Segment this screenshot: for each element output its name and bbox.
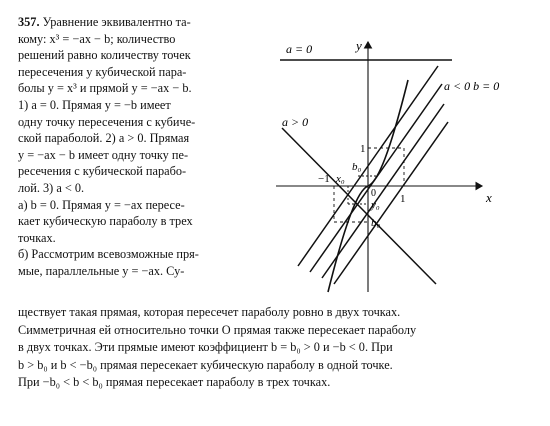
text-line-19: в двух точках. Эти прямые имеют коэффициент b = b₀ > 0 и −b < 0. При — [18, 340, 393, 355]
problem-number: 357. — [18, 15, 40, 29]
label-b0-top: b₀ — [352, 161, 362, 173]
label-y0: y₀ — [371, 199, 380, 211]
text-line-11: лой. 3) a < 0. — [18, 180, 85, 195]
axis-x-label: x — [486, 190, 492, 205]
axis-y-label: y — [356, 38, 362, 53]
text-line-10: ресечения с кубической парабо- — [18, 164, 187, 179]
label-x0: x₀ — [336, 173, 345, 185]
text-line-6: 1) a = 0. Прямая y = −b имеет — [18, 97, 171, 112]
text-line-20: b > b₀ и b < −b₀ прямая пересекает кубическую параболу в одной точке. — [18, 357, 393, 372]
tick-label-1-x: 1 — [400, 193, 406, 205]
text-line-21: При −b₀ < b < b₀ прямая пересекает параболу в трех точках. — [18, 375, 331, 390]
text-line-3: решений равно количеству точек — [18, 48, 191, 63]
tick-label-neg1: −1 — [318, 173, 330, 185]
text-line-5: болы y = x³ и прямой y = −ax − b. — [18, 81, 192, 96]
text-full-width — [18, 304, 540, 392]
label-origin: 0 — [371, 188, 376, 199]
text-line-15: б) Рассмотрим всевозможные пря- — [18, 247, 199, 262]
text-line-17: ществует такая прямая, которая пересечет параболу ровно в двух точках. — [18, 305, 401, 319]
text-line-1: 357. Уравнение эквивалентно та- — [18, 15, 191, 29]
figure — [276, 30, 540, 300]
tick-label-1-y: 1 — [360, 143, 366, 155]
text-line-4: пересечения у кубической пара- — [18, 64, 187, 79]
text-line-13: кает кубическую параболу в трех — [18, 214, 193, 229]
label-b0-bottom: b₀ — [371, 217, 381, 229]
label-a-negative: a < 0 b = 0 — [444, 79, 500, 93]
graph-svg — [276, 30, 540, 300]
line-a-negative-3 — [322, 104, 444, 278]
text-line-2: кому: x³ = −ax − b; количество — [18, 31, 176, 46]
line-a-negative-4 — [334, 122, 448, 284]
text-line-14: точках. — [18, 230, 56, 245]
text-line-18: Симметричная ей относительно точки O прямая также пересекает параболу — [18, 322, 417, 337]
text-line-7: одну точку пересечения с кубиче- — [18, 114, 196, 129]
text-line-8: ской параболой. 2) a > 0. Прямая — [18, 131, 190, 146]
text-line-16: мые, параллельные y = −ax. Су- — [18, 263, 185, 278]
line-a-positive — [282, 128, 436, 284]
label-a-positive: a > 0 — [282, 115, 309, 129]
text-column-left — [18, 14, 276, 280]
label-a-zero: a = 0 — [286, 42, 313, 56]
text-line-9: y = −ax − b имеет одну точку пе- — [18, 147, 189, 162]
text-line-12: а) b = 0. Прямая y = −ax пересе- — [18, 197, 185, 212]
